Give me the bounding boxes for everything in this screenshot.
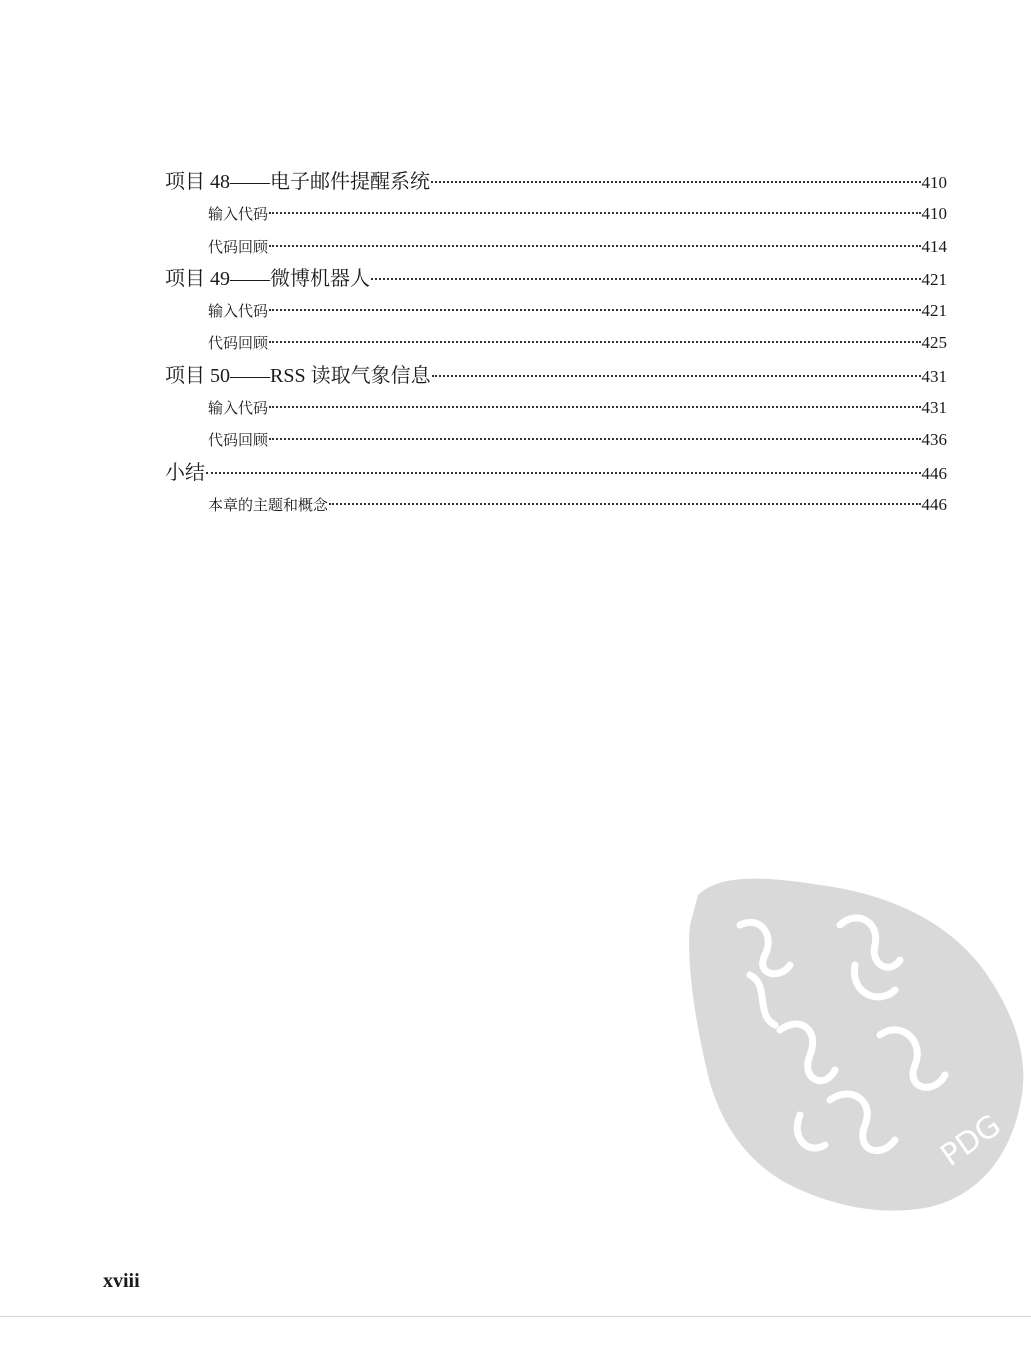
toc-entry-project-49[interactable]: [165, 263, 947, 295]
toc-entry-page: 410: [921, 204, 947, 224]
toc-entry-enter-code[interactable]: [165, 198, 947, 230]
toc-entry-page: 431: [921, 366, 947, 386]
toc-entry-title: 项目 49——微博机器人: [165, 267, 370, 290]
watermark-seal: [680, 855, 1030, 1215]
table-of-contents: [165, 166, 947, 521]
toc-entry-project-48[interactable]: [165, 166, 947, 198]
leader-dots: [206, 472, 921, 474]
toc-entry-page: 436: [921, 430, 947, 450]
toc-entry-code-review[interactable]: [165, 231, 947, 263]
page-bottom-edge: [0, 1316, 1031, 1317]
leader-dots: [432, 375, 921, 377]
toc-entry-page: 421: [921, 269, 947, 289]
toc-entry-title: 项目 50——RSS 读取气象信息: [165, 364, 431, 387]
toc-entry-title: 代码回顾: [208, 431, 269, 450]
toc-entry-title: 代码回顾: [208, 334, 269, 353]
watermark-text: PDG: [934, 1107, 1008, 1174]
toc-entry-page: 414: [921, 236, 947, 256]
toc-entry-page: 410: [921, 173, 947, 192]
seal-shape: [689, 879, 1023, 1211]
toc-entry-page: 421: [921, 301, 947, 321]
toc-entry-page: 431: [921, 398, 947, 418]
toc-entry-title: 小结: [165, 461, 205, 484]
toc-entry-page: 446: [921, 494, 947, 514]
leader-dots: [371, 278, 921, 280]
leader-dots: [269, 309, 920, 311]
seal-graphic: [680, 855, 1030, 1215]
leader-dots: [431, 181, 921, 183]
toc-entry-topics-and-concepts[interactable]: [165, 489, 947, 521]
toc-entry-code-review[interactable]: [165, 327, 947, 359]
leader-dots: [269, 406, 920, 408]
toc-entry-title: 输入代码: [208, 205, 269, 224]
toc-entry-enter-code[interactable]: [165, 392, 947, 424]
toc-entry-title: 输入代码: [208, 399, 269, 418]
toc-entry-title: 代码回顾: [208, 237, 269, 256]
toc-entry-page: 425: [921, 333, 947, 353]
toc-entry-page: 446: [921, 463, 947, 483]
leader-dots: [269, 212, 920, 214]
leader-dots: [269, 245, 920, 247]
toc-entry-summary[interactable]: [165, 457, 947, 489]
toc-entry-title: 项目 48——电子邮件提醒系统: [165, 171, 430, 193]
toc-entry-enter-code[interactable]: [165, 295, 947, 327]
toc-entry-title: 输入代码: [208, 302, 269, 321]
leader-dots: [269, 438, 920, 440]
toc-entry-code-review[interactable]: [165, 424, 947, 456]
toc-entry-project-50[interactable]: [165, 360, 947, 392]
page-number: xviii: [103, 1270, 140, 1292]
toc-entry-title: 本章的主题和概念: [208, 495, 329, 514]
leader-dots: [329, 503, 920, 505]
leader-dots: [269, 341, 920, 343]
